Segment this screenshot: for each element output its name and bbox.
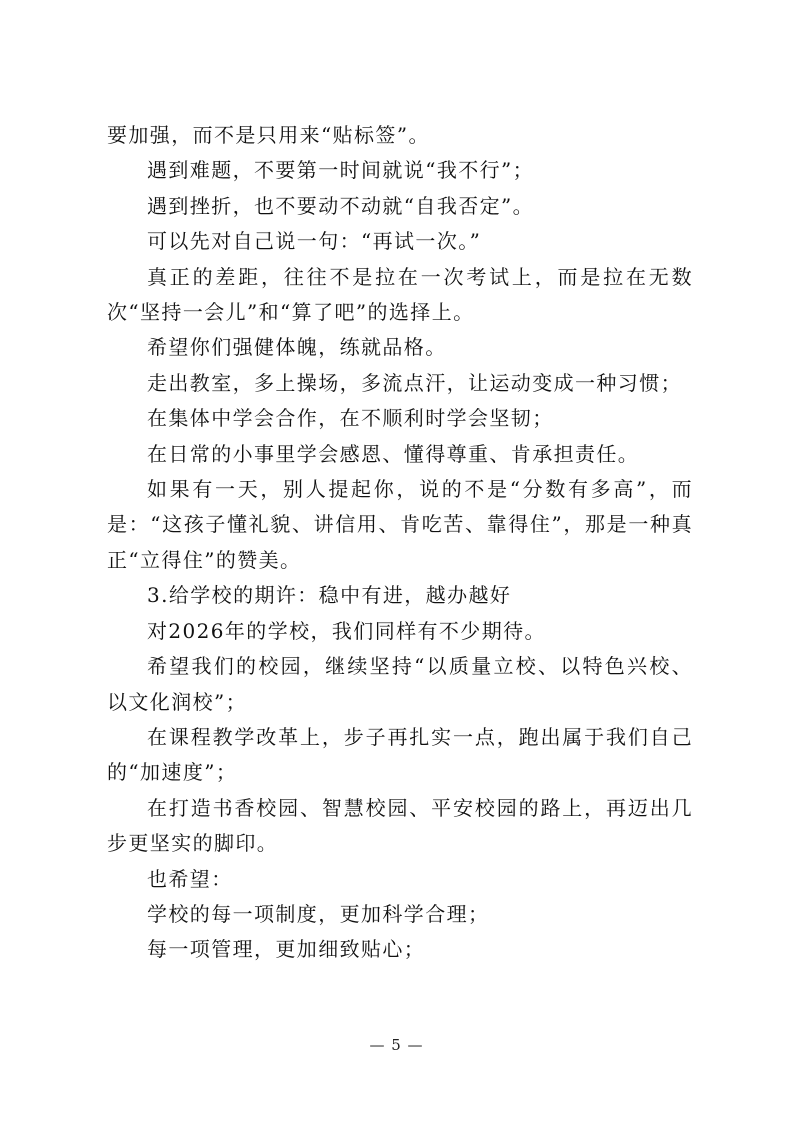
paragraph: 走出教室，多上操场，多流点汗，让运动变成一种习惯； [147, 370, 682, 395]
paragraph: 要加强，而不是只用来“贴标签”。 [107, 123, 430, 147]
paragraph: 每一项管理，更加细致贴心； [147, 937, 426, 962]
paragraph: 在课程教学改革上，步子再扎实一点，跑出属于我们自己的“加速度”； [107, 724, 693, 785]
paragraph: 如果有一天，别人提起你，说的不是“分数有多高”，而是：“这孩子懂礼貌、讲信用、肯吃苦、靠得住”，那是一种真正“立得住”的赞美。 [107, 477, 693, 572]
paragraph: 在打造书香校园、智慧校园、平安校园的路上，再迈出几步更坚实的脚印。 [107, 795, 693, 856]
section-heading: 3.给学校的期许：稳中有进，越办越好 [147, 583, 512, 608]
page-number: — 5 — [369, 1036, 424, 1054]
paragraph: 希望你们强健体魄，练就品格。 [147, 335, 447, 360]
paragraph: 对2026年的学校，我们同样有不少期待。 [147, 618, 546, 643]
paragraph: 可以先对自己说一句：“再试一次。” [147, 229, 482, 254]
paragraph: 学校的每一项制度，更加科学合理； [147, 901, 490, 926]
paragraph: 在日常的小事里学会感恩、懂得尊重、肯承担责任。 [147, 441, 640, 466]
body-text [107, 118, 693, 968]
paragraph: 希望我们的校园，继续坚持“以质量立校、以特色兴校、以文化润校”； [107, 654, 693, 714]
paragraph: 在集体中学会合作，在不顺利时学会坚韧； [147, 406, 554, 431]
paragraph: 遇到挫折，也不要动不动就“自我否定”。 [147, 193, 535, 218]
paragraph: 遇到难题，不要第一时间就说“我不行”； [147, 158, 535, 183]
paragraph: 真正的差距，往往不是拉在一次考试上，而是拉在无数次“坚持一会儿”和“算了吧”的选择上。 [107, 264, 693, 325]
paragraph: 也希望： [147, 866, 233, 891]
